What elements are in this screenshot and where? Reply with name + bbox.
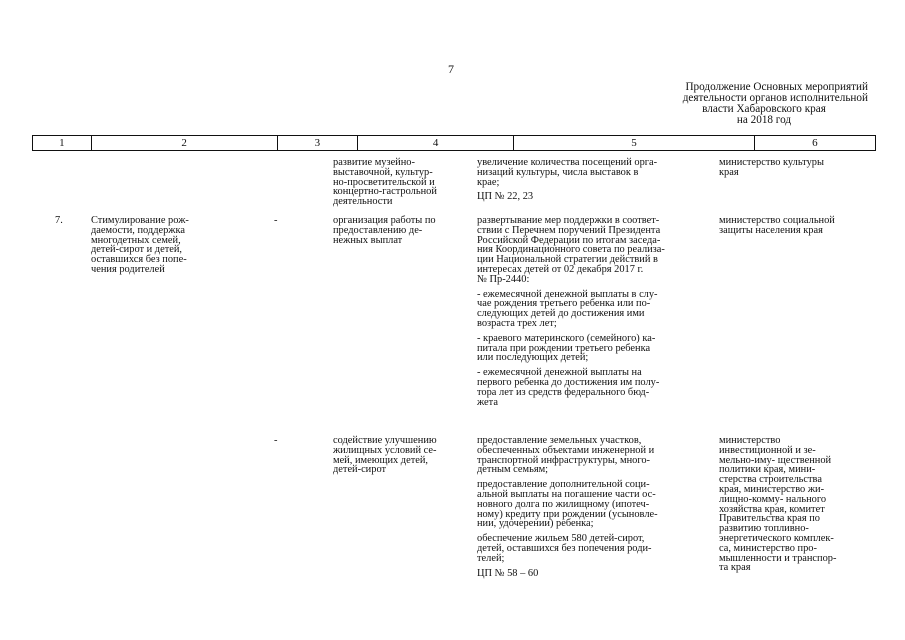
text-line: питала при рождении третьего ребенка (477, 342, 651, 354)
text-line: ЦП № 58 – 60 (477, 567, 539, 579)
text-line: Российской Федерации по итогам заседа- (477, 234, 661, 246)
text-line: чае рождения третьего ребенка или по- (477, 298, 651, 310)
column-number-row (32, 135, 876, 151)
text-line: содействие улучшению (333, 435, 437, 446)
text-line: многодетных семей, (91, 234, 181, 246)
text-line: стерства строительства (719, 474, 822, 486)
text-line: даемости, поддержка (91, 224, 185, 236)
text-line: мей, имеющих детей, (333, 454, 429, 466)
text-line: концертно-гастрольной (333, 186, 437, 198)
text-line: или последующих детей; (477, 352, 589, 364)
column-number: 2 (91, 136, 277, 150)
text-line: края (719, 166, 739, 178)
heading-line: на 2018 год (736, 114, 792, 126)
text-line: выставочной, культур- (333, 166, 433, 178)
text-line: низаций культуры, числа выставок в (477, 166, 639, 178)
text-line: инвестиционной и зе- (719, 444, 816, 456)
text-line: развертывание мер поддержки в соответ- (477, 215, 660, 226)
text-line: жилищных условий се- (333, 444, 437, 456)
text-line: - краевого материнского (семейного) ка- (477, 332, 656, 344)
text-line: предоставлению де- (333, 224, 423, 236)
text-line: края, министерство жи- (719, 483, 825, 495)
heading-line: власти Хабаровского края (702, 103, 826, 115)
page-number: 7 (448, 62, 454, 76)
text-line: ному) кредиту при рождении (усыновле- (477, 508, 658, 520)
text-line: энергетического комплек- (719, 532, 834, 544)
text-line: организация работы по (333, 215, 436, 226)
text-line: альной выплаты на погашение части ос- (477, 488, 656, 500)
text-line: но-просветительской и (333, 176, 435, 188)
text-line: возраста трех лет; (477, 317, 557, 329)
text-line: ЦП № 22, 23 (477, 191, 534, 203)
text-line: хозяйства края, комитет (719, 503, 825, 515)
text-line: № Пр-2440: (477, 273, 530, 285)
text-line: детей-сирот и детей, (91, 244, 183, 256)
text-line: детей-сирот (333, 464, 387, 476)
text-line: новного долга по жилищному (ипотеч- (477, 498, 650, 510)
text-line: детей, оставшихся без попечения роди- (477, 542, 652, 554)
responsible-cell (719, 436, 869, 573)
heading-line: Продолжение Основных мероприятий (685, 81, 868, 93)
result-cell (477, 436, 712, 578)
column-number: 4 (357, 136, 513, 150)
text-line: предоставление дополнительной соци- (477, 479, 650, 491)
responsible-cell (719, 216, 869, 236)
text-line: деятельности (333, 196, 393, 208)
text-line: - ежемесячной денежной выплаты в слу- (477, 288, 658, 300)
text-line: развитие музейно- (333, 157, 415, 168)
text-line: ции Национальной стратегии действий в (477, 254, 658, 266)
text-line: предоставление земельных участков, (477, 435, 642, 446)
text-line: следующих детей до достижения ими (477, 308, 645, 320)
text-line: ния Координационного совета по реализа- (477, 244, 665, 256)
text-line: - ежемесячной денежной выплаты на (477, 367, 642, 379)
column-number: 6 (754, 136, 875, 150)
text-line: телей; (477, 552, 505, 564)
column-number: 3 (277, 136, 358, 150)
result-cell (477, 216, 712, 407)
text-line: министерство культуры (719, 157, 824, 168)
text-line: нии, удочерении) ребенка; (477, 518, 594, 530)
text-line: первого ребенка до достижения им полу- (477, 376, 660, 388)
text-line: тора лет из средств федерального бюд- (477, 386, 650, 398)
direction-cell (91, 216, 231, 275)
text-line: чения родителей (91, 263, 165, 275)
heading-line: деятельности органов исполнительной (682, 92, 868, 104)
item-number: 7. (55, 215, 63, 226)
text-line: са, министерство про- (719, 542, 817, 554)
column-number: 5 (513, 136, 754, 150)
result-cell (477, 158, 707, 202)
text-line: транспортной инфраструктуры, много- (477, 454, 650, 466)
text-line: обеспечение жильем 580 детей-сирот, (477, 533, 645, 545)
text-line: ствии с Перечнем поручений Президента (477, 224, 661, 236)
text-line: Стимулирование рож- (91, 215, 189, 226)
text-line: развитию топливно- (719, 523, 809, 535)
text-line: мышленности и транспор- (719, 552, 837, 564)
text-line: интересах детей от 02 декабря 2017 г. (477, 263, 644, 275)
measure-cell (333, 216, 468, 245)
text-line: крае; (477, 176, 500, 188)
dash-mark: - (274, 215, 278, 226)
dash-mark: - (274, 435, 278, 446)
text-line: министерство (719, 435, 781, 446)
text-line: Правительства края по (719, 513, 820, 525)
text-line: увеличение количества посещений орга- (477, 157, 658, 168)
text-line: та края (719, 562, 751, 574)
text-line: мельно-иму- щественной политики края, мини- (719, 454, 832, 476)
text-line: жета (477, 396, 498, 408)
text-line: детным семьям; (477, 464, 549, 476)
text-line: лищно-комму- нального (719, 493, 827, 505)
measure-cell (333, 158, 468, 207)
continuation-heading (600, 82, 868, 126)
responsible-cell (719, 158, 869, 178)
text-line: оставшихся без попе- (91, 254, 187, 266)
text-line: обеспеченных объектами инженерной и (477, 444, 655, 456)
text-line: защиты населения края (719, 224, 823, 236)
column-number: 1 (59, 137, 65, 149)
text-line: министерство социальной (719, 215, 835, 226)
measure-cell (333, 436, 468, 475)
text-line: нежных выплат (333, 234, 403, 246)
